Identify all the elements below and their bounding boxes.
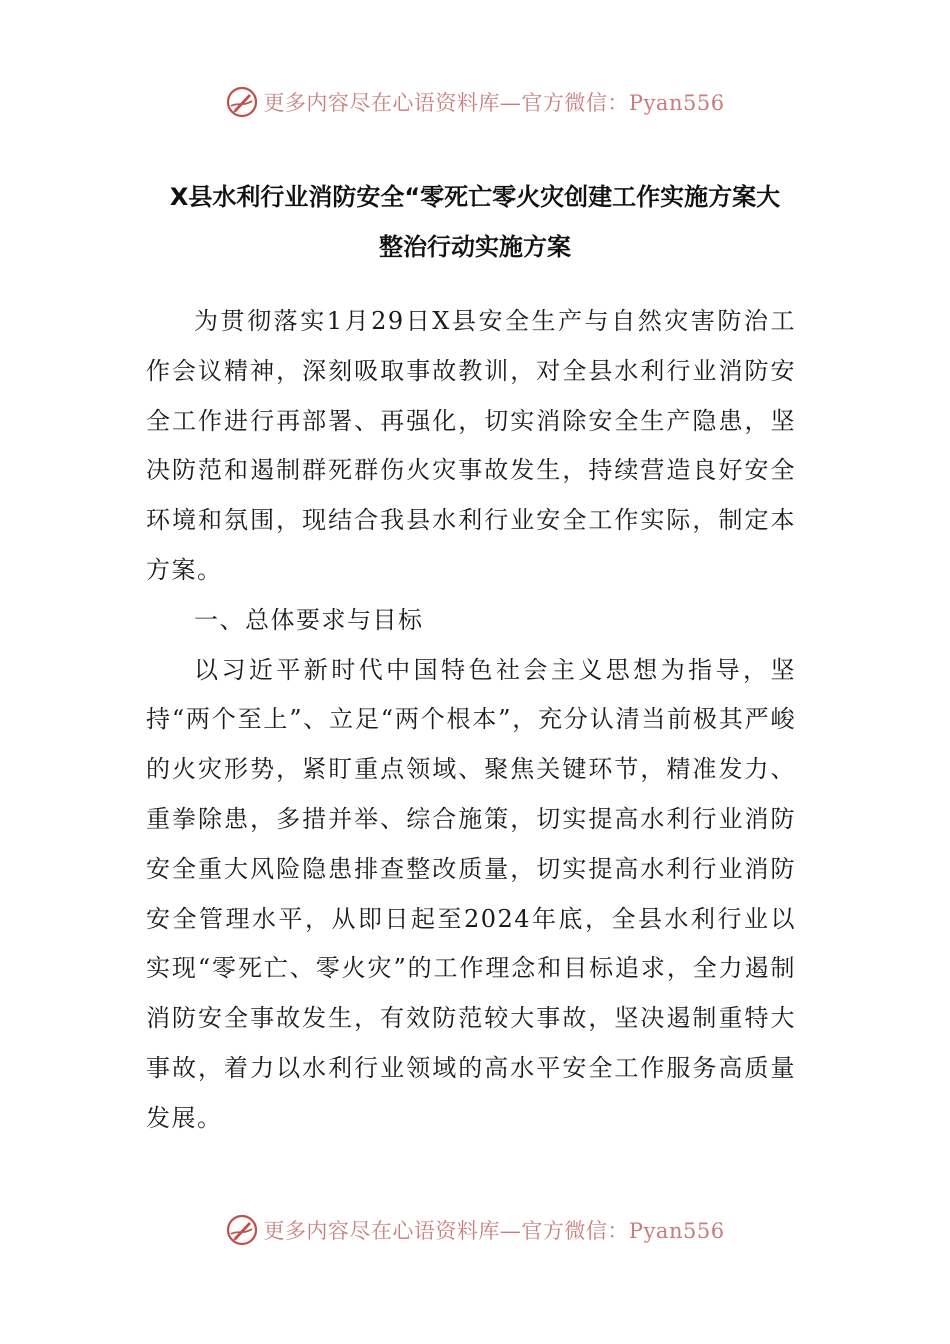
section-1-heading: 一、总体要求与目标 xyxy=(194,605,424,634)
quill-pen-logo-icon xyxy=(225,85,259,119)
section-1-paragraph: 以习近平新时代中国特色社会主义思想为指导，坚持“两个至上”、立足“两个根本”，充分认清当前极其严峻的火灾形势，紧盯重点领域、聚焦关键环节，精准发力、重拳除患，多措并举、综合施策，切实提高水利行业消防安全重大风险隐患排查整改质量，切实提高水利行业消防安全管理水平，从即日起至2024年底，全县水利行业以实现“零死亡、零火灾”的工作理念和目标追求，全力遏制消防安全事故发生，有效防范较大事故，坚决遏制重特大事故，着力以水利行业领域的高水平安全工作服务高质量发展。 xyxy=(146,655,796,1132)
footer-banner-text: 更多内容尽在心语资料库—官方微信：Pyan556 xyxy=(263,1219,725,1243)
intro-paragraph: 为贯彻落实1月29日X县安全生产与自然灾害防治工作会议精神，深刻吸取事故教训，对全县水利行业消防安全工作进行再部署、再强化，切实消除安全生产隐患，坚决防范和遏制群死群伤火灾事故发生，持续营造良好安全环境和氛围，现结合我县水利行业安全工作实际，制定本方案。 xyxy=(146,307,796,584)
header-banner xyxy=(0,82,950,122)
quill-pen-logo-icon xyxy=(225,1213,259,1247)
header-banner-text: 更多内容尽在心语资料库—官方微信：Pyan556 xyxy=(263,91,725,115)
footer-banner xyxy=(0,1210,950,1250)
document-body xyxy=(146,297,796,1144)
document-title xyxy=(140,172,810,272)
title-line-2: 整治行动实施方案 xyxy=(379,233,571,261)
title-line-1: X县水利行业消防安全“零死亡零火灾创建工作实施方案大 xyxy=(169,183,781,211)
